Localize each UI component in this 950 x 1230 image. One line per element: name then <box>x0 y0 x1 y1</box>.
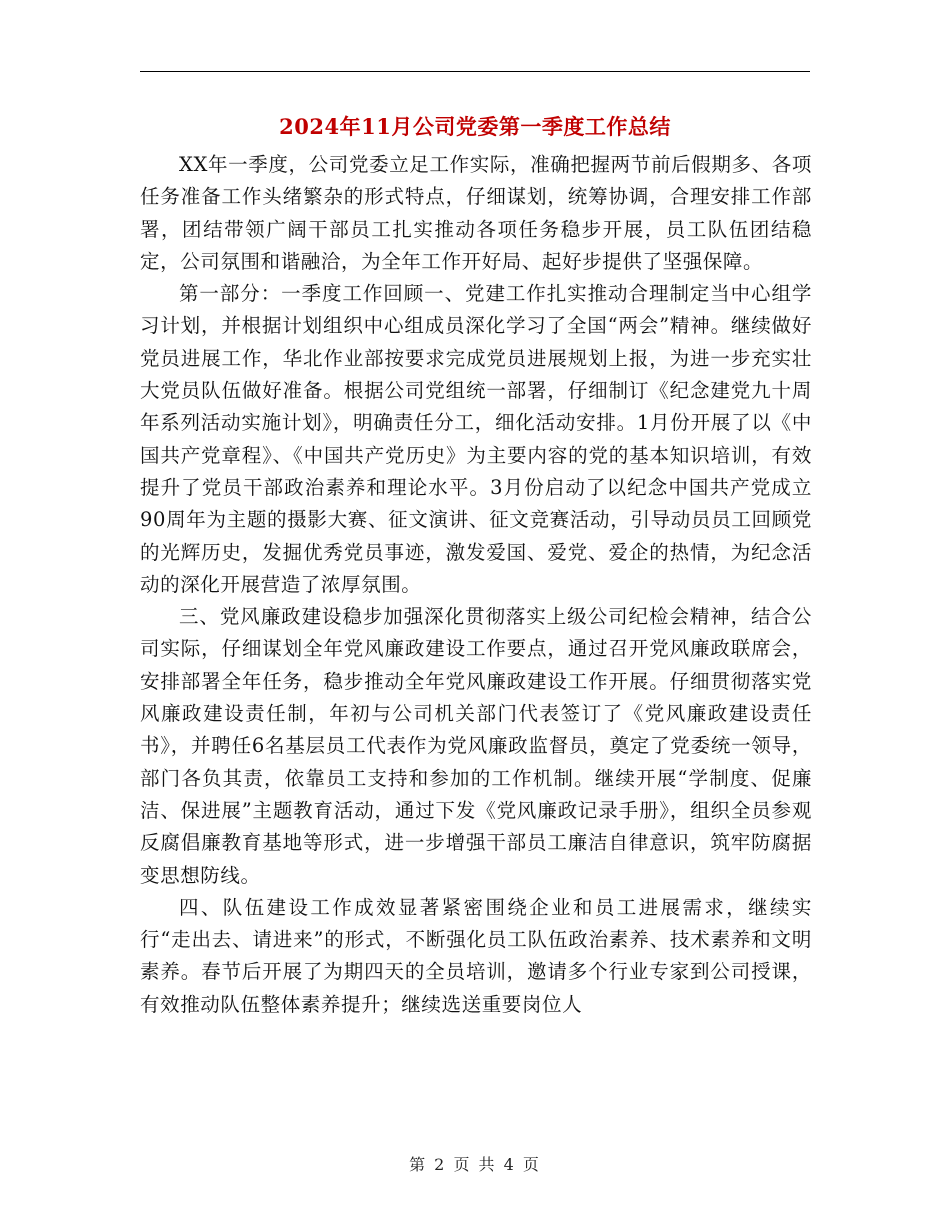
document-title: 2024年11月公司党委第一季度工作总结 <box>279 114 671 139</box>
paragraph-team-building: 四、队伍建设工作成效显著紧密围绕企业和员工进展需求，继续实行“走出去、请进来”的形式，不断强化员工队伍政治素养、技术素养和文明素养。春节后开展了为期四天的全员培训，邀请多个行业专家到公司授课，有效推动队伍整体素养提升；继续选送重要岗位人 <box>140 895 812 1016</box>
paragraph-anti-corruption: 三、党风廉政建设稳步加强深化贯彻落实上级公司纪检会精神，结合公司实际，仔细谋划全年党风廉政建设工作要点，通过召开党风廉政联席会，安排部署全年任务，稳步推动全年党风廉政建设工作开展。仔细贯彻落实党风廉政建设责任制，年初与公司机关部门代表签订了《党风廉政建设责任书》，并聘任6名基层员工代表作为党风廉政监督员，奠定了党委统一领导，部门各负其责，依靠员工支持和参加的工作机制。继续开展“学制度、促廉洁、保进展”主题教育活动，通过下发《党风廉政记录手册》，组织全员参观反腐倡廉教育基地等形式，进一步增强干部员工廉洁自律意识，筑牢防腐据变思想防线。 <box>140 605 812 887</box>
document-body <box>140 149 812 1021</box>
paragraph-intro: XX年一季度，公司党委立足工作实际，准确把握两节前后假期多、各项任务准备工作头绪繁杂的形式特点，仔细谋划，统筹协调，合理安排工作部署，团结带领广阔干部员工扎实推动各项任务稳步开展，员工队伍团结稳定，公司氛围和谐融洽，为全年工作开好局、起好步提供了坚强保障。 <box>140 153 812 273</box>
header-rule <box>140 71 810 72</box>
paragraph-part-one: 第一部分：一季度工作回顾一、党建工作扎实推动合理制定当中心组学习计划，并根据计划组织中心组成员深化学习了全国“两会”精神。继续做好党员进展工作，华北作业部按要求完成党员进展规划上报，为进一步充实壮大党员队伍做好准备。根据公司党组统一部署，仔细制订《纪念建党九十周年系列活动实施计划》，明确责任分工，细化活动安排。1月份开展了以《中国共产党章程》、《中国共产党历史》为主要内容的党的基本知识培训，有效提升了党员干部政治素养和理论水平。3月份启动了以纪念中国共产党成立90周年为主题的摄影大赛、征文演讲、征文竞赛活动，引导动员员工回顾党的光辉历史，发掘优秀党员事迹，激发爱国、爱党、爱企的热情，为纪念活动的深化开展营造了浓厚氛围。 <box>140 282 812 596</box>
page-number-footer: 第 2 页 共 4 页 <box>409 1155 541 1174</box>
